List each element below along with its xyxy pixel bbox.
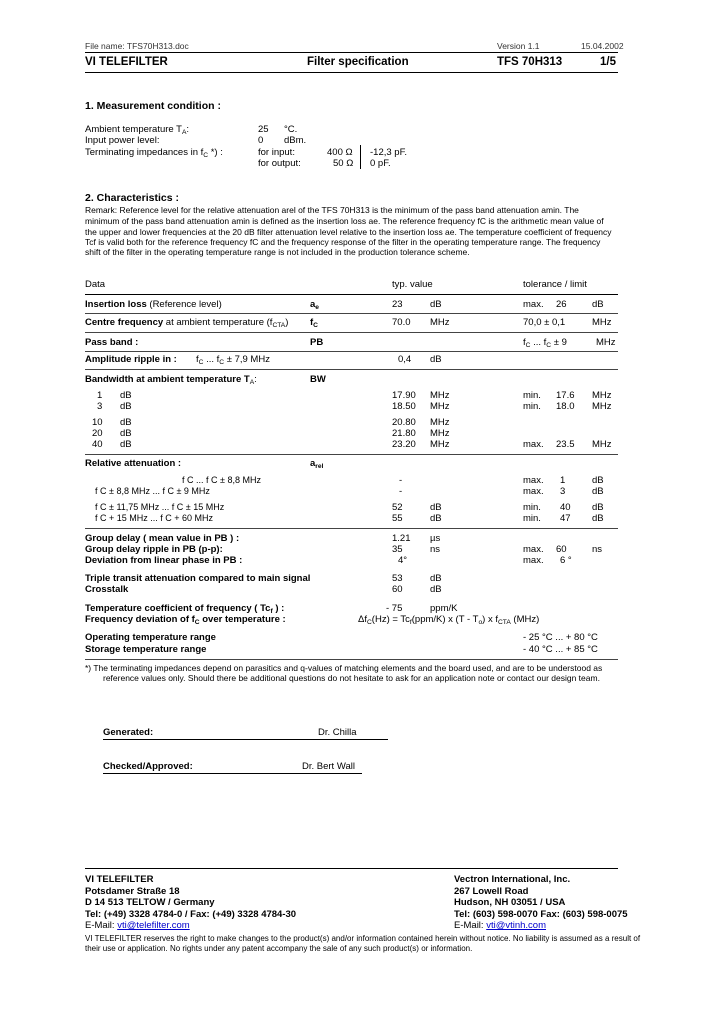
group-delay-unit: µs — [430, 533, 441, 544]
insertion-unit: dB — [430, 299, 442, 310]
col-data-header: Data — [85, 279, 106, 290]
relatt-range: f C ... f C ± 8,8 MHz — [182, 475, 261, 485]
generated-signature-line — [103, 739, 388, 740]
table-rule — [85, 332, 618, 333]
checked-label: Checked/Approved: — [103, 761, 193, 772]
company-name: VI TELEFILTER — [85, 56, 168, 68]
footnote-line-2: reference values only. Should there be additional questions do not hesitate to ask for an application note or contact our design team. — [103, 673, 600, 683]
relatt-value: - — [399, 486, 403, 497]
footer-right-line: 267 Lowell Road — [454, 885, 529, 897]
doc-title: Filter specification — [307, 56, 409, 68]
relatt-tol-kind: max. — [523, 475, 544, 486]
footer-right-email-row: E-Mail: vti@vtinh.com — [454, 920, 547, 931]
insertion-tol-kind: max. — [523, 299, 544, 310]
footer-right-line: Vectron International, Inc. — [454, 874, 571, 885]
bandwidth-value: 21.80 — [392, 428, 416, 439]
input-parallel: -12,3 pF. — [370, 147, 407, 158]
bandwidth-unit: MHz — [430, 401, 450, 412]
bandwidth-level: 1 — [97, 390, 103, 401]
output-parallel: 0 pF. — [370, 158, 391, 169]
relatt-range: f C + 15 MHz ... f C + 60 MHz — [95, 513, 214, 523]
power-label: Input power level: — [85, 135, 160, 146]
group-delay-label: Group delay ( mean value in PB ) : — [85, 533, 240, 544]
col-tol-header: tolerance / limit — [523, 279, 587, 290]
bandwidth-level-unit: dB — [120, 401, 132, 412]
footer-left-line: Potsdamer Straße 18 — [85, 885, 180, 897]
footer-right-email-link[interactable]: vti@vtinh.com — [486, 920, 547, 931]
bandwidth-tol-unit: MHz — [592, 439, 612, 450]
header-top-rule — [85, 52, 618, 53]
ambient-value: 25 — [258, 124, 269, 135]
relatt-tol-kind: min. — [523, 513, 541, 524]
relatt-tol-kind: min. — [523, 502, 541, 513]
table-rule — [85, 454, 618, 455]
remark-line-2: minimum of the pass band attenuation amin is defined as the insertion loss ae. The reference frequency fC is the arithmetic mean value of — [85, 216, 604, 226]
insertion-label: Insertion loss (Reference level) — [85, 299, 222, 310]
bandwidth-tol-kind: max. — [523, 439, 544, 450]
relatt-value: 55 — [392, 513, 403, 524]
relatt-range: f C ± 8,8 MHz ... f C ± 9 MHz — [95, 486, 210, 496]
disclaimer-line-1: VI TELEFILTER reserves the right to make changes to the product(s) and/or information contained herein without notice. No liability is assumed as a result of — [85, 934, 641, 943]
deviation-label: Deviation from linear phase in PB : — [85, 555, 243, 566]
footer-left-address — [85, 874, 296, 920]
output-value: 50 Ω — [333, 158, 354, 169]
op-temp-value: - 25 °C ... + 80 °C — [523, 632, 598, 643]
triple-label: Triple transit attenuation compared to main signal — [85, 573, 311, 584]
relatt-unit: dB — [430, 513, 442, 524]
table-rule — [85, 294, 618, 295]
passband-label: Pass band : — [85, 337, 139, 348]
centre-label: Centre frequency at ambient temperature $(f_{CTA})$ — [85, 317, 289, 329]
bandwidth-unit: MHz — [430, 428, 450, 439]
bandwidth-tol-unit: MHz — [592, 390, 612, 401]
ambient-label: Ambient temperature $T_A$: — [85, 124, 190, 136]
centre-value: 70.0 — [392, 317, 411, 328]
bandwidth-value: 17.90 — [392, 390, 416, 401]
bandwidth-unit: MHz — [430, 417, 450, 428]
table-rule — [85, 313, 618, 314]
bandwidth-tol-kind: min. — [523, 390, 541, 401]
bandwidth-level-unit: dB — [120, 417, 132, 428]
st-temp-label: Storage temperature range — [85, 644, 207, 655]
input-value: 400 Ω — [327, 147, 353, 158]
freqdev-formula: $\Delta f_C(Hz) = Tc_f(ppm/K)$ x $(T - T_o)$ x $f_{CTA}$ (MHz) — [358, 614, 540, 626]
passband-tol-value: $f_C$ ... $f_C \pm 9$ — [523, 337, 567, 349]
crosstalk-value: 60 — [392, 584, 403, 595]
version: Version 1.1 — [497, 41, 540, 51]
relatt-tol-unit: dB — [592, 502, 604, 513]
bandwidth-unit: MHz — [430, 439, 450, 450]
footer-rule — [85, 868, 618, 869]
tcf-unit: ppm/K — [430, 603, 458, 614]
insertion-value: 23 — [392, 299, 403, 310]
group-delay-value: 1.21 — [392, 533, 411, 544]
table-rule — [85, 659, 618, 660]
checked-name: Dr. Bert Wall — [302, 761, 355, 772]
bandwidth-tol-value: 17.6 — [556, 390, 575, 401]
footer-right-line: Hudson, NH 03051 / USA — [454, 897, 566, 908]
bandwidth-tol-value: 23.5 — [556, 439, 575, 450]
remark-line-4: Tcf is valid both for the reference frequency fC and the frequency response of the filter in the operating temperature range. The frequency — [85, 237, 601, 247]
crosstalk-label: Crosstalk — [85, 584, 129, 595]
bandwidth-value: 20.80 — [392, 417, 416, 428]
ripple-unit: dB — [430, 354, 442, 365]
gd-ripple-label: Group delay ripple in PB (p-p): — [85, 544, 223, 555]
remark-line-5: shift of the filter in the operating temperature range is not included in the production tolerance scheme. — [85, 247, 470, 257]
header-bottom-rule — [85, 72, 618, 73]
relatt-tol-value: 1 — [560, 475, 566, 486]
footer-left-email-row: E-Mail: vti@telefilter.com — [85, 920, 190, 931]
bandwidth-level-unit: dB — [120, 428, 132, 439]
relatt-value: 52 — [392, 502, 403, 513]
triple-value: 53 — [392, 573, 403, 584]
footer-right-line: Tel: (603) 598-0070 Fax: (603) 598-0075 — [454, 908, 628, 920]
centre-unit: MHz — [430, 317, 450, 328]
passband-symbol: PB — [310, 337, 324, 348]
relatt-tol-kind: max. — [523, 486, 544, 497]
relatt-tol-unit: dB — [592, 486, 604, 497]
table-rule — [85, 369, 618, 370]
tcf-value: - 75 — [386, 603, 403, 614]
generated-label: Generated: — [103, 727, 154, 738]
footer-left-line: VI TELEFILTER — [85, 874, 154, 885]
relatt-tol-unit: dB — [592, 475, 604, 486]
ripple-label: Amplitude ripple in : — [85, 354, 177, 365]
footer-left-email-link[interactable]: vti@telefilter.com — [117, 920, 190, 931]
power-unit: dBm. — [284, 135, 307, 146]
footer-right-address — [454, 874, 628, 920]
remark-line-3: the upper and lower frequencies at the 20 dB filter attenuation level relative to the insertion loss ae. The temperature coefficient of frequency — [85, 227, 612, 237]
generated-name: Dr. Chilla — [318, 727, 357, 738]
part-number: TFS 70H313 — [497, 56, 563, 68]
insertion-tol-value: 26 — [556, 299, 567, 310]
bandwidth-level: 20 — [92, 428, 103, 439]
date: 15.04.2002 — [581, 41, 624, 51]
input-label: for input: — [258, 147, 295, 158]
centre-symbol: $f_C$ — [310, 317, 318, 329]
passband-tol-unit: MHz — [596, 337, 616, 348]
section1-title: 1. Measurement condition : — [85, 100, 221, 112]
col-typ-header: typ. value — [392, 279, 433, 290]
gd-ripple-tol-kind: max. — [523, 544, 544, 555]
bandwidth-level: 3 — [97, 401, 103, 412]
bandwidth-level: 40 — [92, 439, 103, 450]
bandwidth-tol-kind: min. — [523, 401, 541, 412]
deviation-tol-kind: max. — [523, 555, 544, 566]
deviation-tol-value: 6 ° — [560, 555, 572, 566]
bandwidth-level-unit: dB — [120, 439, 132, 450]
relatt-unit: dB — [430, 502, 442, 513]
relatt-tol-value: 47 — [560, 513, 571, 524]
file-name: File name: TFS70H313.doc — [85, 41, 189, 51]
relatt-symbol: $a_{rel}$ — [310, 458, 324, 470]
bandwidth-tol-unit: MHz — [592, 401, 612, 412]
centre-tol-value: 70,0 ± 0,1 — [523, 317, 566, 328]
gd-ripple-value: 35 — [392, 544, 403, 555]
triple-unit: dB — [430, 573, 442, 584]
relatt-tol-value: 40 — [560, 502, 571, 513]
insertion-symbol: $a_e$ — [310, 299, 319, 311]
bandwidth-level: 10 — [92, 417, 103, 428]
bandwidth-symbol: BW — [310, 374, 326, 385]
impedance-label: Terminating impedances in $f_C$ *) : — [85, 147, 223, 159]
footnote-line-1: *) The terminating impedances depend on parasitics and q-values of matching elements and the board used, and are to be understood as — [85, 663, 603, 673]
op-temp-label: Operating temperature range — [85, 632, 216, 643]
impedance-divider — [360, 145, 361, 169]
relatt-value: - — [399, 475, 403, 486]
checked-signature-line — [103, 773, 362, 774]
insertion-tol-unit: dB — [592, 299, 604, 310]
gd-ripple-tol-value: 60 — [556, 544, 567, 555]
ripple-value: 0,4 — [398, 354, 412, 365]
relatt-range: f C ± 11,75 MHz ... f C ± 15 MHz — [95, 502, 225, 512]
disclaimer-line-2: their use or application. No rights under any patent accompany the sale of any such product(s) or information. — [85, 944, 473, 953]
page-number: 1/5 — [600, 56, 616, 68]
footer-left-line: D 14 513 TELTOW / Germany — [85, 897, 215, 908]
relatt-tol-value: 3 — [560, 486, 566, 497]
gd-ripple-tol-unit: ns — [592, 544, 603, 555]
bandwidth-unit: MHz — [430, 390, 450, 401]
gd-ripple-unit: ns — [430, 544, 441, 555]
ripple-range: $f_C$ ... $f_C \pm 7,9$ MHz — [196, 354, 270, 366]
freqdev-label: Frequency deviation of $f_C$ over temperature : — [85, 614, 286, 626]
footer-left-line: Tel: (+49) 3328 4784-0 / Fax: (+49) 3328 4784-30 — [85, 908, 297, 920]
relatt-tol-unit: dB — [592, 513, 604, 524]
bandwidth-value: 18.50 — [392, 401, 416, 412]
deviation-value: 4° — [398, 555, 408, 566]
crosstalk-unit: dB — [430, 584, 442, 595]
remark-line-1: Remark: Reference level for the relative attenuation arel of the TFS 70H313 is the minimum of the pass band attenuation amin. The — [85, 205, 579, 215]
st-temp-value: - 40 °C ... + 85 °C — [523, 644, 598, 655]
output-label: for output: — [258, 158, 301, 169]
tcf-label: Temperature coefficient of frequency ( $Tc_f$ ) : — [85, 603, 285, 615]
table-rule — [85, 528, 618, 529]
bandwidth-tol-value: 18.0 — [556, 401, 575, 412]
bandwidth-level-unit: dB — [120, 390, 132, 401]
table-rule — [85, 351, 618, 352]
centre-tol-unit: MHz — [592, 317, 612, 328]
bandwidth-value: 23.20 — [392, 439, 416, 450]
bandwidth-label: Bandwidth at ambient temperature $T_A$: — [85, 374, 257, 386]
ambient-unit: °C. — [284, 124, 298, 135]
section2-title: 2. Characteristics : — [85, 192, 179, 204]
power-value: 0 — [258, 135, 264, 146]
relatt-label: Relative attenuation : — [85, 458, 182, 469]
